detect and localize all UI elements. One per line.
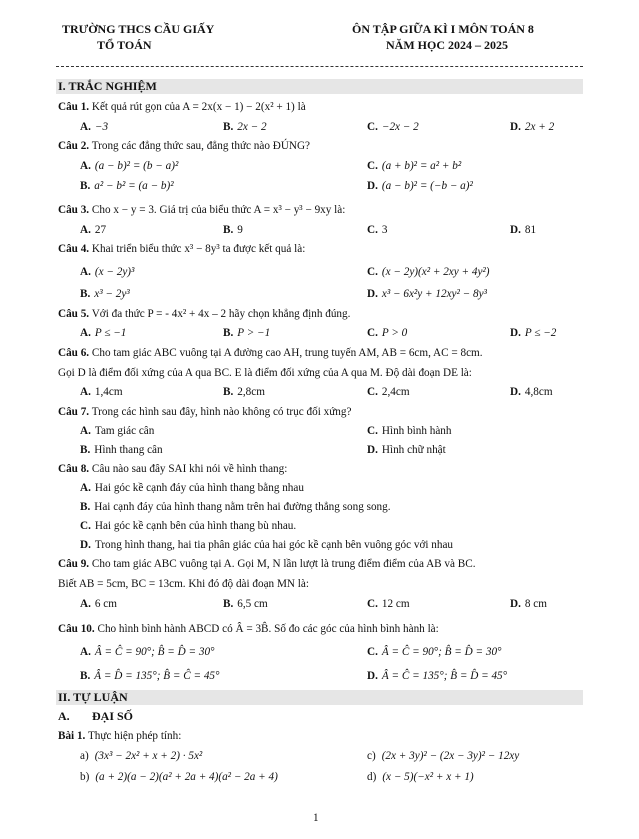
item-label: d) bbox=[367, 771, 377, 783]
question bbox=[58, 406, 351, 418]
question-label: Câu 4. bbox=[58, 243, 90, 255]
option-label: C. bbox=[367, 160, 378, 172]
answer-option[interactable] bbox=[367, 444, 446, 456]
question-label: Câu 8. bbox=[58, 463, 90, 475]
option-label: C. bbox=[367, 425, 378, 437]
option-label: A. bbox=[80, 646, 91, 658]
answer-option[interactable] bbox=[80, 598, 117, 610]
section-title: II. TỰ LUẬN bbox=[58, 690, 128, 704]
option-label: A. bbox=[80, 327, 91, 339]
option-label: D. bbox=[367, 670, 378, 682]
option-label: D. bbox=[510, 121, 521, 133]
answer-option[interactable] bbox=[80, 266, 134, 278]
answer-option[interactable] bbox=[367, 160, 461, 172]
option-label: C. bbox=[367, 646, 378, 658]
question-label: Câu 2. bbox=[58, 140, 90, 152]
option-text: 2x + 2 bbox=[524, 121, 555, 133]
question-text: Trong các đẳng thức sau, đẳng thức nào ĐÚNG? bbox=[91, 140, 311, 152]
option-label: B. bbox=[80, 444, 91, 456]
question bbox=[58, 204, 345, 216]
question-text-continued: Gọi D là điểm đối xứng của A qua BC. E là điểm đối xứng của A qua M. Độ dài đoạn DE là: bbox=[58, 367, 472, 379]
option-text: −2x − 2 bbox=[381, 121, 419, 133]
question-text: Trong các hình sau đây, hình nào không có trục đối xứng? bbox=[91, 406, 352, 418]
question-label: Câu 5. bbox=[58, 308, 90, 320]
answer-option[interactable] bbox=[80, 327, 126, 339]
answer-option[interactable] bbox=[367, 224, 387, 236]
option-text: a² − b² = (a − b)² bbox=[94, 180, 174, 192]
question-text: Cho hình bình hành ABCD có Â = 3B̂. Số đo các góc của hình bình hành là: bbox=[97, 623, 439, 635]
answer-option[interactable] bbox=[80, 180, 174, 192]
question bbox=[58, 347, 483, 359]
item-label: b) bbox=[80, 771, 90, 783]
option-text: Hình chữ nhật bbox=[381, 444, 446, 456]
answer-option[interactable] bbox=[367, 327, 407, 339]
option-label: A. bbox=[80, 598, 91, 610]
answer-option[interactable] bbox=[510, 327, 556, 339]
option-text: P > 0 bbox=[381, 327, 408, 339]
option-label: A. bbox=[80, 482, 91, 494]
option-label: C. bbox=[367, 121, 378, 133]
department: TỔ TOÁN bbox=[97, 38, 152, 52]
item-text: (a + 2)(a − 2)(a² + 2a + 4)(a² − 2a + 4) bbox=[95, 771, 278, 783]
option-text: Trong hình thang, hai tia phân giác của hai góc kề cạnh bên vuông góc với nhau bbox=[94, 539, 454, 551]
option-text: P ≤ −2 bbox=[524, 327, 557, 339]
answer-option[interactable] bbox=[367, 670, 507, 682]
option-label: D. bbox=[510, 327, 521, 339]
option-text: Hai góc kề cạnh đáy của hình thang bằng nhau bbox=[94, 482, 304, 494]
question bbox=[58, 623, 439, 635]
answer-option[interactable] bbox=[367, 266, 490, 278]
option-text: P ≤ −1 bbox=[94, 327, 127, 339]
option-text: x³ − 6x²y + 12xy² − 8y³ bbox=[381, 288, 487, 300]
option-label: A. bbox=[80, 266, 91, 278]
item-text: (2x + 3y)² − (2x − 3y)² − 12xy bbox=[381, 750, 520, 762]
option-text: 6 cm bbox=[94, 598, 117, 610]
answer-option[interactable] bbox=[367, 425, 452, 437]
option-text: 9 bbox=[237, 224, 243, 236]
answer-option[interactable] bbox=[80, 670, 220, 682]
option-label: C. bbox=[367, 386, 378, 398]
exercise-item bbox=[80, 771, 278, 783]
option-label: B. bbox=[223, 224, 234, 236]
option-label: C. bbox=[367, 327, 378, 339]
option-text: −3 bbox=[94, 121, 109, 133]
question bbox=[58, 308, 350, 320]
answer-option[interactable] bbox=[510, 598, 547, 610]
question bbox=[58, 140, 310, 152]
question-label: Câu 9. bbox=[58, 558, 90, 570]
option-label: D. bbox=[367, 180, 378, 192]
item-text: (x − 5)(−x² + x + 1) bbox=[382, 771, 474, 783]
option-label: A. bbox=[80, 224, 91, 236]
section-title: I. TRẮC NGHIỆM bbox=[58, 79, 157, 93]
option-label: A. bbox=[80, 386, 91, 398]
option-label: C. bbox=[80, 520, 91, 532]
option-text: (a − b)² = (b − a)² bbox=[94, 160, 179, 172]
option-text: Hình thang cân bbox=[94, 444, 163, 456]
answer-option[interactable] bbox=[367, 646, 502, 658]
answer-option[interactable] bbox=[510, 121, 554, 133]
option-label: C. bbox=[367, 224, 378, 236]
answer-option[interactable] bbox=[367, 386, 410, 398]
item-label: c) bbox=[367, 750, 376, 762]
option-text: Â = Ĉ = 90°; B̂ = D̂ = 30° bbox=[381, 646, 502, 658]
answer-option[interactable] bbox=[80, 444, 163, 456]
exercise-text: Thực hiện phép tính: bbox=[87, 730, 182, 742]
school-year: NĂM HỌC 2024 – 2025 bbox=[386, 38, 508, 52]
question-label: Câu 7. bbox=[58, 406, 90, 418]
option-label: B. bbox=[80, 180, 91, 192]
option-label: D. bbox=[510, 598, 521, 610]
exercise bbox=[58, 730, 181, 742]
option-text: Â = D̂ = 135°; B̂ = Ĉ = 45° bbox=[94, 670, 220, 682]
question-label: Câu 3. bbox=[58, 204, 90, 216]
exercise-item bbox=[367, 750, 519, 762]
question-label: Câu 10. bbox=[58, 623, 95, 635]
option-label: D. bbox=[80, 539, 91, 551]
answer-option[interactable] bbox=[80, 520, 296, 532]
option-text: 2x − 2 bbox=[237, 121, 267, 133]
question bbox=[58, 101, 306, 113]
option-label: D. bbox=[367, 288, 378, 300]
question-text: Câu nào sau đây SAI khi nói về hình thang: bbox=[91, 463, 288, 475]
option-label: A. bbox=[80, 121, 91, 133]
option-label: B. bbox=[80, 288, 91, 300]
option-text: (x − 2y)³ bbox=[94, 266, 135, 278]
question-text: Kết quả rút gọn của A = 2x(x − 1) − 2(x² + 1) là bbox=[91, 101, 306, 113]
exercise-label: Bài 1. bbox=[58, 730, 86, 742]
answer-option[interactable] bbox=[80, 386, 123, 398]
question-text: Với đa thức P = - 4x² + 4x – 2 hãy chọn khẳng định đúng. bbox=[91, 308, 351, 320]
answer-option[interactable] bbox=[80, 501, 391, 513]
question-text: Cho x − y = 3. Giá trị của biểu thức A = x³ − y³ − 9xy là: bbox=[91, 204, 346, 216]
question bbox=[58, 558, 476, 570]
question-text-continued: Biết AB = 5cm, BC = 13cm. Khi đó độ dài đoạn MN là: bbox=[58, 578, 309, 590]
option-text: Â = Ĉ = 90°; B̂ = D̂ = 30° bbox=[94, 646, 215, 658]
question-label: Câu 6. bbox=[58, 347, 90, 359]
option-label: B. bbox=[80, 501, 91, 513]
option-text: (x − 2y)(x² + 2xy + 4y²) bbox=[381, 266, 490, 278]
header-divider bbox=[56, 66, 583, 67]
option-text: Hình bình hành bbox=[381, 425, 452, 437]
question-text: Cho tam giác ABC vuông tại A đường cao AH, trung tuyến AM, AB = 6cm, AC = 8cm. bbox=[91, 347, 483, 359]
option-text: (a − b)² = (−b − a)² bbox=[381, 180, 473, 192]
option-text: P > −1 bbox=[237, 327, 271, 339]
option-label: C. bbox=[367, 266, 378, 278]
answer-option[interactable] bbox=[223, 598, 268, 610]
option-label: B. bbox=[223, 386, 234, 398]
option-label: B. bbox=[223, 598, 234, 610]
school-name: TRƯỜNG THCS CẦU GIẤY bbox=[62, 22, 215, 36]
answer-option[interactable] bbox=[223, 386, 265, 398]
option-text: 6,5 cm bbox=[237, 598, 268, 610]
option-label: D. bbox=[367, 444, 378, 456]
answer-option[interactable] bbox=[80, 160, 178, 172]
answer-option[interactable] bbox=[80, 121, 108, 133]
option-text: 4,8cm bbox=[524, 386, 553, 398]
answer-option[interactable] bbox=[367, 180, 473, 192]
option-label: D. bbox=[510, 224, 521, 236]
option-text: 27 bbox=[94, 224, 107, 236]
answer-option[interactable] bbox=[510, 386, 553, 398]
answer-option[interactable] bbox=[223, 121, 267, 133]
option-text: x³ − 2y³ bbox=[94, 288, 130, 300]
answer-option[interactable] bbox=[80, 224, 106, 236]
question-text: Cho tam giác ABC vuông tại A. Gọi M, N lần lượt là trung điểm điểm của AB và BC. bbox=[91, 558, 476, 570]
option-text: 8 cm bbox=[524, 598, 547, 610]
option-text: Hai góc kề cạnh bên của hình thang bù nhau. bbox=[94, 520, 297, 532]
exercise-item bbox=[367, 771, 474, 783]
option-label: B. bbox=[80, 670, 91, 682]
answer-option[interactable] bbox=[367, 288, 487, 300]
section-bar bbox=[56, 690, 583, 705]
option-label: D. bbox=[510, 386, 521, 398]
part-label: A. bbox=[58, 709, 70, 723]
doc-title: ÔN TẬP GIỮA KÌ I MÔN TOÁN 8 bbox=[352, 22, 534, 36]
answer-option[interactable] bbox=[80, 425, 154, 437]
option-label: B. bbox=[223, 327, 234, 339]
answer-option[interactable] bbox=[80, 539, 453, 551]
part-title: ĐẠI SỐ bbox=[92, 709, 134, 723]
option-label: A. bbox=[80, 160, 91, 172]
item-text: (3x³ − 2x² + x + 2) · 5x² bbox=[94, 750, 203, 762]
answer-option[interactable] bbox=[510, 224, 536, 236]
answer-option[interactable] bbox=[223, 327, 270, 339]
question bbox=[58, 243, 305, 255]
answer-option[interactable] bbox=[223, 224, 243, 236]
option-text: Â = Ĉ = 135°; B̂ = D̂ = 45° bbox=[381, 670, 508, 682]
answer-option[interactable] bbox=[80, 646, 215, 658]
option-label: C. bbox=[367, 598, 378, 610]
option-text: 2,8cm bbox=[237, 386, 265, 398]
answer-option[interactable] bbox=[367, 598, 410, 610]
option-text: (a + b)² = a² + b² bbox=[381, 160, 462, 172]
option-text: 3 bbox=[381, 224, 388, 236]
question-label: Câu 1. bbox=[58, 101, 90, 113]
option-text: 2,4cm bbox=[381, 386, 410, 398]
question-text: Khai triển biểu thức x³ − 8y³ ta được kết quả là: bbox=[91, 243, 306, 255]
option-text: 81 bbox=[524, 224, 537, 236]
answer-option[interactable] bbox=[367, 121, 419, 133]
option-label: B. bbox=[223, 121, 234, 133]
answer-option[interactable] bbox=[80, 482, 304, 494]
item-label: a) bbox=[80, 750, 89, 762]
question bbox=[58, 463, 287, 475]
option-text: Tam giác cân bbox=[94, 425, 155, 437]
option-text: 1,4cm bbox=[94, 386, 123, 398]
option-label: A. bbox=[80, 425, 91, 437]
answer-option[interactable] bbox=[80, 288, 130, 300]
option-text: 12 cm bbox=[381, 598, 410, 610]
exercise-item bbox=[80, 750, 202, 762]
page-number: 1 bbox=[313, 812, 319, 824]
option-text: Hai cạnh đáy của hình thang nằm trên hai đường thẳng song song. bbox=[94, 501, 391, 513]
